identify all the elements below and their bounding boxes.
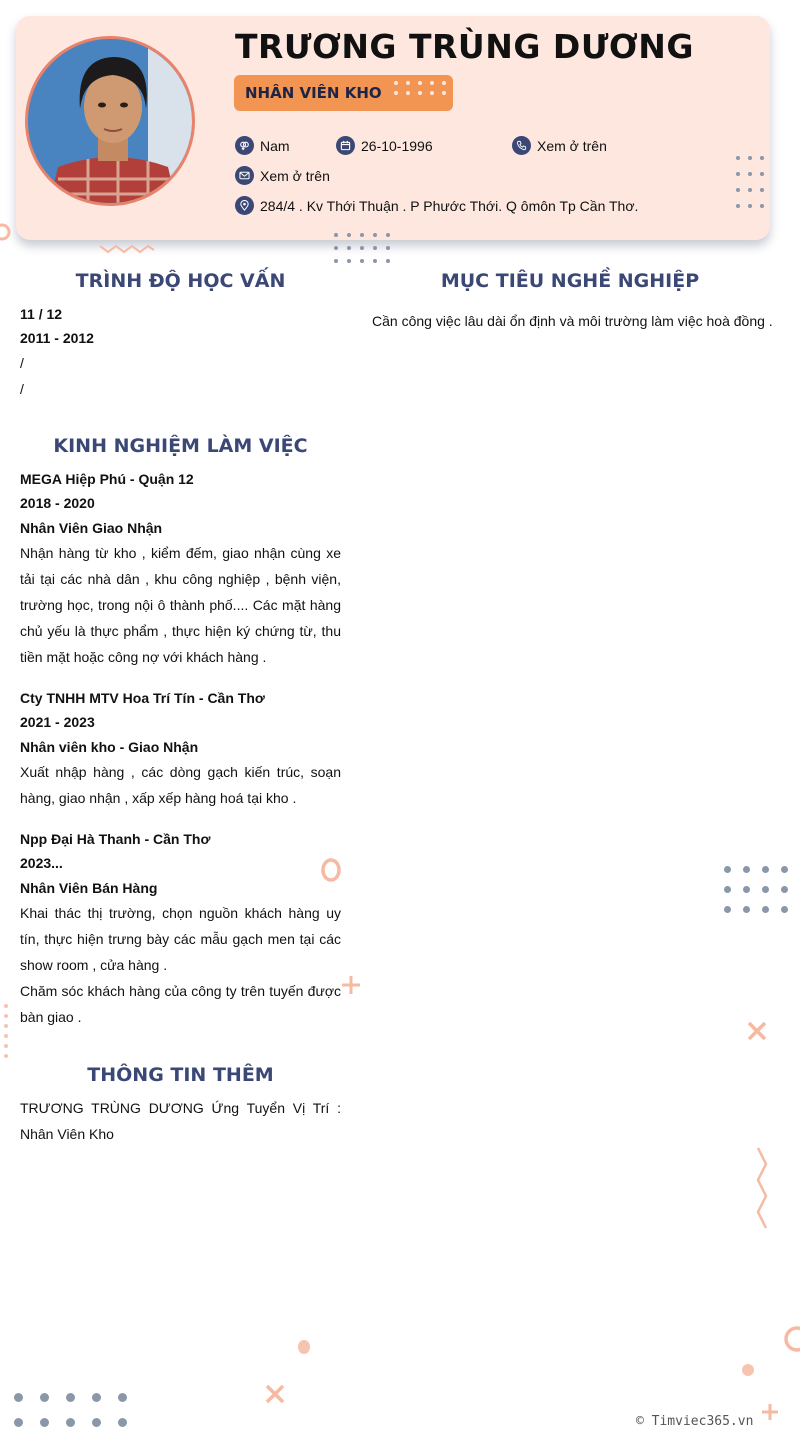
dot-decoration <box>740 1362 756 1378</box>
email-icon <box>235 166 254 185</box>
career-goal-text: Cần công việc lâu dài ổn định và môi trường làm việc hoà đồng . <box>372 313 773 329</box>
job-company: Npp Đại Hà Thanh - Cần Thơ <box>20 831 211 847</box>
badge-dots <box>394 81 446 95</box>
gender-value: Nam <box>260 137 290 154</box>
job-role: Nhân Viên Bán Hàng <box>20 880 158 896</box>
decorative-dots <box>334 233 390 263</box>
plus-decoration <box>760 1402 780 1422</box>
decorative-dots <box>4 1004 8 1058</box>
watermark: © Timviec365.vn <box>636 1414 754 1429</box>
ring-decoration <box>780 1322 800 1356</box>
ring-decoration <box>0 222 12 242</box>
ring-decoration <box>319 856 343 884</box>
cross-decoration <box>264 1383 286 1405</box>
position-badge <box>234 75 453 111</box>
decorative-dots <box>724 866 788 913</box>
education-line: / <box>20 355 24 371</box>
birthdate-info <box>336 136 433 155</box>
dot-decoration <box>296 1338 312 1356</box>
job-description: Xuất nhập hàng , các dòng gạch kiến trúc, soạn hàng, giao nhận , xấp xếp hàng hoá tại kho . <box>20 764 341 806</box>
email-value: Xem ở trên <box>260 167 330 184</box>
candidate-name: TRƯƠNG TRÙNG DƯƠNG <box>235 27 694 66</box>
plus-decoration <box>340 974 362 996</box>
cross-decoration <box>746 1020 768 1042</box>
address-value: 284/4 . Kv Thới Thuận . P Phước Thới. Q ômôn Tp Cần Thơ. <box>260 197 639 214</box>
phone-value: Xem ở trên <box>537 137 607 154</box>
gender-icon <box>235 136 254 155</box>
zigzag-decoration <box>752 1146 772 1232</box>
phone-info <box>512 136 607 155</box>
position-label: NHÂN VIÊN KHO <box>245 84 382 102</box>
gender-info <box>235 136 290 155</box>
job-period: 2021 - 2023 <box>20 714 95 730</box>
experience-title: KINH NGHIỆM LÀM VIỆC <box>53 435 308 457</box>
profile-photo <box>25 36 195 206</box>
job-company: Cty TNHH MTV Hoa Trí Tín - Cần Thơ <box>20 690 265 706</box>
extra-info-title: THÔNG TIN THÊM <box>87 1064 274 1086</box>
phone-icon <box>512 136 531 155</box>
zigzag-decoration <box>100 244 154 254</box>
job-role: Nhân viên kho - Giao Nhận <box>20 739 199 755</box>
birthdate-value: 26-10-1996 <box>361 137 433 154</box>
decorative-dots <box>14 1393 127 1427</box>
decorative-dots <box>736 156 764 208</box>
education-grade: 11 / 12 <box>20 306 63 322</box>
address-info <box>235 196 638 215</box>
extra-info-text: TRƯƠNG TRÙNG DƯƠNG Ứng Tuyển Vị Trí : Nhân Viên Kho <box>20 1100 341 1142</box>
education-years: 2011 - 2012 <box>20 330 94 346</box>
job-company: MEGA Hiệp Phú - Quận 12 <box>20 471 194 487</box>
calendar-icon <box>336 136 355 155</box>
job-period: 2018 - 2020 <box>20 495 95 511</box>
job-description: Chăm sóc khách hàng của công ty trên tuyến được bàn giao . <box>20 983 341 1025</box>
career-goal-title: MỤC TIÊU NGHỀ NGHIỆP <box>440 270 700 292</box>
job-period: 2023... <box>20 855 63 871</box>
email-info <box>235 166 330 185</box>
job-description: Khai thác thị trường, chọn nguồn khách hàng uy tín, thực hiện trưng bày các mẫu gạch men tại các show room , cửa hàng . <box>20 905 341 973</box>
job-description: Nhận hàng từ kho , kiểm đếm, giao nhận cùng xe tải tại các nhà dân , khu công nghiệp , bệnh viện, trường học, trong nội ô thành phố.... Các mặt hàng chủ yếu là thực phẩm , thực hiện ký chứng từ, thu tiền mặt hoặc công nợ với khách hàng . <box>20 545 341 665</box>
education-line: / <box>20 381 24 397</box>
location-icon <box>235 196 254 215</box>
job-role: Nhân Viên Giao Nhận <box>20 520 163 536</box>
education-title: TRÌNH ĐỘ HỌC VẤN <box>75 270 286 292</box>
